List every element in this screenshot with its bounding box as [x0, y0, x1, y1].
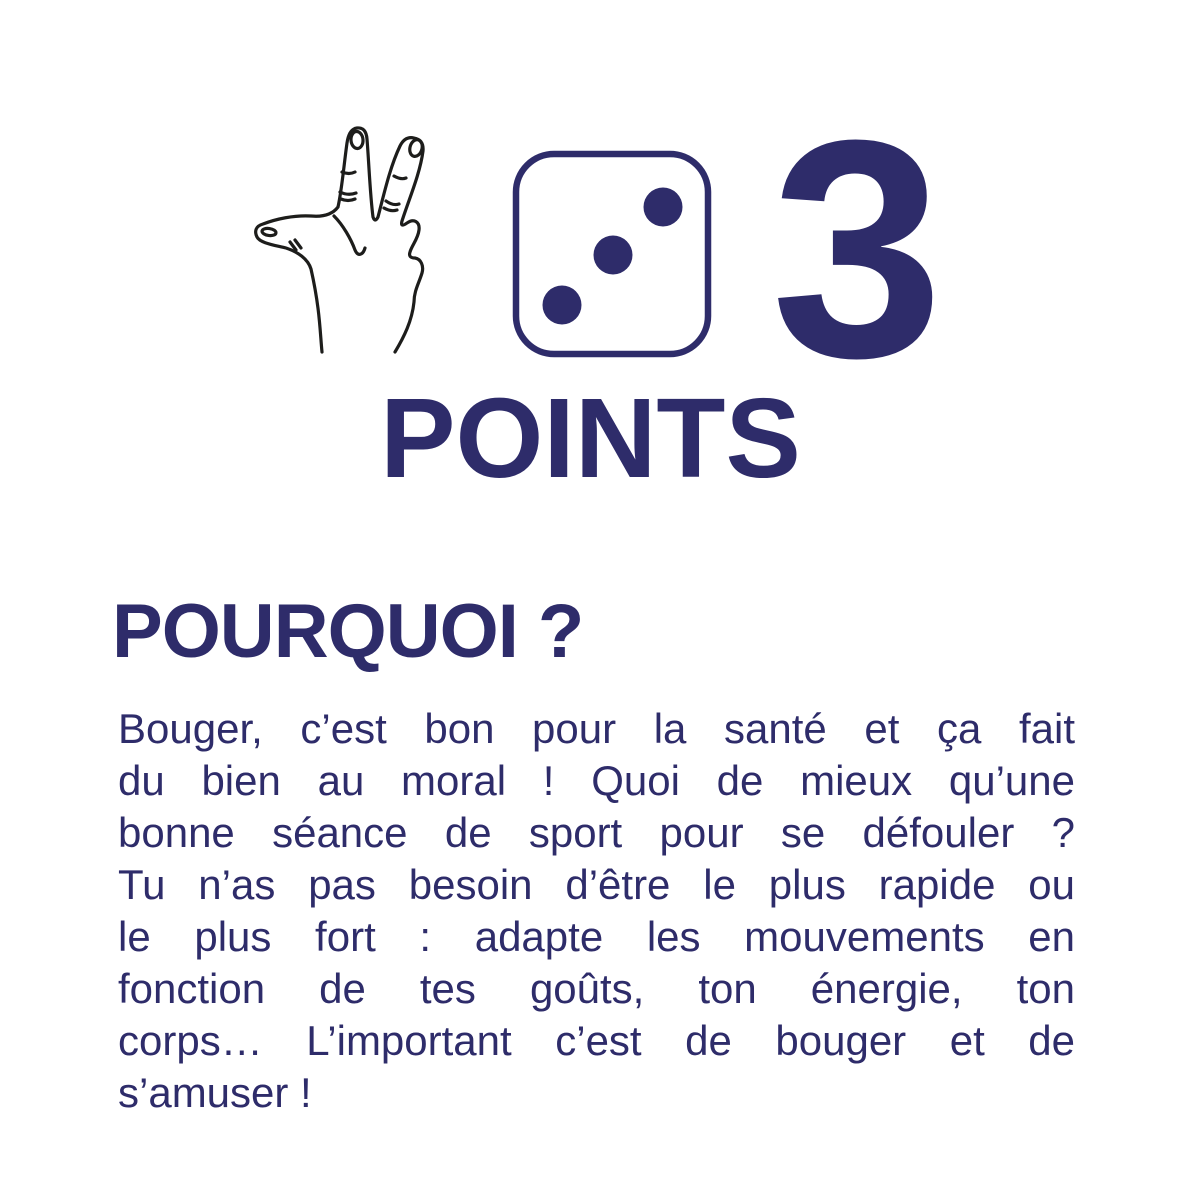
section-heading: POURQUOI ? [112, 589, 584, 674]
points-label: POINTS [380, 375, 801, 501]
body-line: du bien au moral ! Quoi de mieux qu’une [118, 757, 1075, 804]
body-line: le plus fort : adapte les mouvements en [118, 913, 1075, 960]
dice-dot [644, 188, 683, 227]
body-paragraph [118, 703, 1075, 1119]
body-line: fonction de tes goûts, ton énergie, ton [118, 965, 1075, 1012]
big-count-number: 3 [771, 75, 944, 422]
dice-face-three-icon [512, 150, 712, 360]
hand-three-fingers-icon [253, 119, 433, 359]
body-line: bonne séance de sport pour se défouler ? [118, 809, 1075, 856]
body-line: Bouger, c’est bon pour la santé et ça fait [118, 705, 1075, 752]
body-line: corps… L’important c’est de bouger et de [118, 1017, 1075, 1064]
dice-dot [543, 286, 582, 325]
dice-dot [594, 236, 633, 275]
body-line: Tu n’as pas besoin d’être le plus rapide ou [118, 861, 1075, 908]
body-line: s’amuser ! [118, 1069, 312, 1116]
